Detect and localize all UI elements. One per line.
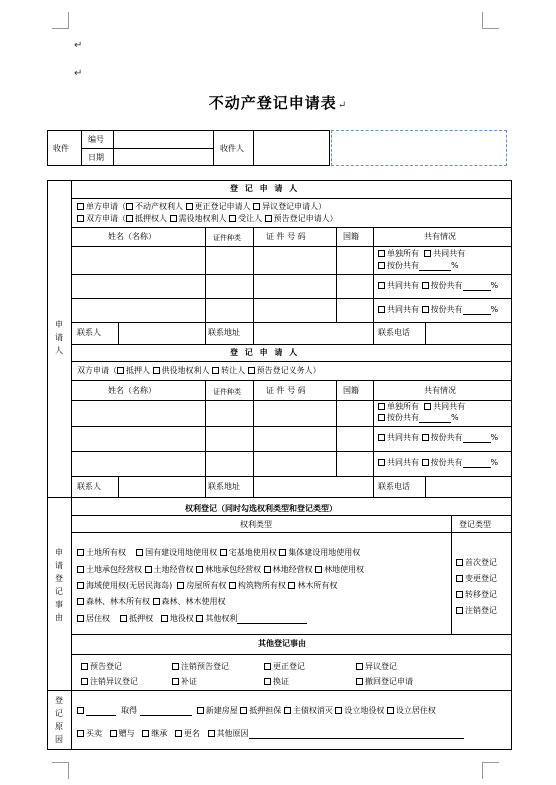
checkbox-joint-ownership[interactable]	[424, 250, 431, 257]
registration-type-label: 登记类型	[459, 520, 491, 529]
other-row-2: 注销异议登记	[81, 677, 138, 687]
checkbox-replace-certificate[interactable]	[264, 678, 271, 685]
single-apply-checkbox[interactable]	[77, 203, 84, 210]
checkbox-forest-contract-management[interactable]	[196, 566, 203, 573]
checkbox-share-ownership[interactable]	[422, 459, 429, 466]
share-percent-field[interactable]	[463, 459, 491, 468]
page-title: 不动产登记申请表↵	[208, 94, 348, 112]
checkbox-forest-tree-use[interactable]	[153, 598, 160, 605]
column-header-id-type: 证件种类	[213, 388, 241, 396]
column-header-nationality: 国籍	[343, 386, 359, 395]
checkbox-structure-ownership[interactable]	[229, 582, 236, 589]
receiver-field[interactable]	[254, 131, 329, 165]
checkbox-forest-land-use[interactable]	[315, 566, 322, 573]
contact-phone-label: 联系电话	[378, 328, 410, 337]
reg-type-first: 首次登记	[456, 558, 497, 568]
receiver-label: 收件人	[220, 144, 244, 153]
ownership-options: 单独所有 共同共有	[378, 402, 465, 412]
checkbox-land-management[interactable]	[145, 566, 152, 573]
crop-mark-bottom-right	[482, 762, 499, 779]
contact-phone-label: 联系电话	[378, 482, 410, 491]
checkbox-advance-registration-applicant[interactable]	[265, 215, 272, 222]
rights-row-3: 海域使用权(无居民海岛) 房屋所有权 构筑物所有权 林木所有权	[77, 581, 337, 591]
other-row-2: 补证	[172, 677, 197, 687]
column-header-id-type: 证件种类	[213, 234, 241, 242]
checkbox-first-registration[interactable]	[456, 559, 463, 566]
checkbox-servient-estate-holder[interactable]	[153, 367, 160, 374]
checkbox-principal-claim-extinguished[interactable]	[284, 707, 291, 714]
checkbox-other-reason[interactable]	[208, 730, 215, 737]
checkbox-joint-ownership[interactable]	[378, 282, 385, 289]
checkbox-collective-construction-land[interactable]	[279, 549, 286, 556]
contact-address-label: 联系地址	[208, 482, 240, 491]
rights-row-4: 森林、林木所有权 森林、林木使用权	[77, 597, 226, 607]
checkbox-establish-residence-right[interactable]	[387, 707, 394, 714]
share-percent-field[interactable]	[419, 262, 451, 271]
checkbox-mortgagor[interactable]	[117, 367, 124, 374]
checkbox-reissue-certificate[interactable]	[172, 678, 179, 685]
rights-row-2: 土地承包经营权 土地经营权 林地承包经营权 林地经营权 林地使用权	[77, 565, 364, 575]
checkbox-gift[interactable]	[110, 730, 117, 737]
paragraph-mark: ↵	[74, 68, 83, 79]
applicant2-header: 登 记 申 请 人	[230, 348, 300, 357]
checkbox-land-contract-management[interactable]	[77, 566, 84, 573]
reason-row-1: 取得 新建房屋 抵押担保 主债权消灭 设立地役权 设立居住权	[77, 706, 436, 716]
share-percent-field[interactable]	[419, 414, 451, 423]
matter-section-label: 申请登记事由	[55, 548, 63, 622]
checkbox-sole-ownership[interactable]	[378, 250, 385, 257]
other-rights-field[interactable]	[237, 615, 307, 624]
checkbox-forest-tree-ownership[interactable]	[77, 598, 84, 605]
checkbox-share-ownership[interactable]	[422, 282, 429, 289]
checkbox-joint-ownership[interactable]	[378, 434, 385, 441]
checkbox-tree-ownership[interactable]	[288, 582, 295, 589]
checkbox-other-rights[interactable]	[196, 615, 203, 622]
checkbox-sole-ownership[interactable]	[378, 403, 385, 410]
checkbox-share-ownership[interactable]	[422, 434, 429, 441]
column-header-nationality: 国籍	[343, 232, 359, 241]
checkbox-correction-applicant[interactable]	[186, 203, 193, 210]
column-header-id-number: 证 件 号 码	[266, 386, 306, 395]
rights-row-1: 土地所有权 国有建设用地使用权 宅基地使用权 集体建设用地使用权	[77, 548, 360, 558]
receipt-row-label: 收件	[53, 144, 69, 153]
checkbox-objection-applicant[interactable]	[253, 203, 260, 210]
checkbox-cancel-objection-registration[interactable]	[81, 678, 88, 685]
checkbox-new-house[interactable]	[197, 707, 204, 714]
ownership-options: 共同共有 按份共有 %	[378, 281, 498, 291]
other-row-2: 撤回登记申请	[356, 677, 413, 687]
applicant1-double-apply-row: 双方申请（ 抵押权人 需役地权利人 受让人 预告登记申请人）	[77, 214, 338, 224]
checkbox-objection-registration[interactable]	[356, 663, 363, 670]
checkbox-easement[interactable]	[161, 615, 168, 622]
rights-registration-header: 权利登记（同时勾选权利类型和登记类型）	[185, 504, 337, 513]
checkbox-mortgage-guarantee[interactable]	[240, 707, 247, 714]
ownership-options: 共同共有 按份共有 %	[378, 305, 498, 315]
column-header-id-number: 证 件 号 码	[266, 232, 306, 241]
checkbox-right-holder[interactable]	[126, 203, 133, 210]
crop-mark-top-right	[482, 12, 499, 29]
rights-row-5: 居住权 抵押权 地役权 其他权利	[77, 614, 307, 624]
reg-type-transfer: 转移登记	[456, 590, 497, 600]
obtain-object-field[interactable]	[140, 707, 192, 716]
crop-mark-top-left	[52, 12, 69, 29]
checkbox-sale[interactable]	[77, 730, 84, 737]
checkbox-state-construction-land[interactable]	[136, 549, 143, 556]
share-percent-field[interactable]	[463, 306, 491, 315]
other-row-1: 预告登记	[81, 662, 122, 672]
checkbox-inheritance[interactable]	[142, 730, 149, 737]
reg-type-change: 变更登记	[456, 574, 497, 584]
other-registration-header: 其他登记事由	[258, 639, 306, 648]
contact-person-label: 联系人	[77, 328, 101, 337]
ownership-options: 共同共有 按份共有 %	[378, 458, 498, 468]
ownership-share-option: 按份共有 %	[378, 261, 459, 271]
checkbox-house-ownership[interactable]	[177, 582, 184, 589]
checkbox-rename[interactable]	[175, 730, 182, 737]
rights-type-label: 权利类型	[240, 520, 272, 529]
checkbox-cancellation-registration[interactable]	[456, 607, 463, 614]
contact-person-label: 联系人	[77, 482, 101, 491]
selection-frame	[331, 130, 507, 166]
contact-address-label: 联系地址	[208, 328, 240, 337]
column-header-ownership: 共有情况	[424, 386, 456, 395]
checkbox-mortgagee[interactable]	[126, 215, 133, 222]
checkbox-mortgage-right[interactable]	[120, 615, 127, 622]
receipt-number-field[interactable]	[114, 131, 212, 147]
reason-section-label: 登记原因	[55, 696, 63, 744]
checkbox-joint-ownership[interactable]	[424, 403, 431, 410]
checkbox-transferor[interactable]	[212, 367, 219, 374]
checkbox-obtain[interactable]	[77, 707, 84, 714]
applicant2-double-apply-row: 双方申请（ 抵押人 供役地权利人 转让人 预告登记义务人）	[77, 366, 321, 375]
checkbox-joint-ownership[interactable]	[378, 459, 385, 466]
applicant1-single-apply-row: 单方申请（ 不动产权利人 更正登记申请人 异议登记申请人）	[77, 202, 326, 212]
receipt-date-field[interactable]	[114, 149, 212, 165]
receipt-date-label: 日期	[88, 153, 104, 162]
checkbox-transfer-registration[interactable]	[456, 591, 463, 598]
reg-type-cancel: 注销登记	[456, 606, 497, 616]
checkbox-change-registration[interactable]	[456, 575, 463, 582]
checkbox-forest-management[interactable]	[264, 566, 271, 573]
column-header-name: 姓名（名称）	[108, 386, 156, 395]
other-reason-field[interactable]	[249, 730, 464, 739]
checkbox-establish-easement[interactable]	[335, 707, 342, 714]
checkbox-share-ownership[interactable]	[378, 262, 385, 269]
ownership-share-option: 按份共有 %	[378, 413, 459, 423]
checkbox-dominant-estate-holder[interactable]	[170, 215, 177, 222]
receipt-number-label: 编号	[88, 135, 104, 144]
checkbox-sea-area-use[interactable]	[77, 582, 84, 589]
checkbox-share-ownership[interactable]	[422, 306, 429, 313]
checkbox-residence-right[interactable]	[77, 615, 84, 622]
obtain-method-field[interactable]	[86, 707, 116, 716]
share-percent-field[interactable]	[463, 282, 491, 291]
paragraph-mark: ↵	[74, 40, 83, 51]
applicant-section-label: 申请人	[55, 320, 63, 355]
reason-row-2: 买卖 赠与 继承 更名 其他原因	[77, 729, 464, 739]
checkbox-correction-registration[interactable]	[264, 663, 271, 670]
checkbox-advance-registration-obligor[interactable]	[248, 367, 255, 374]
column-header-name: 姓名（名称）	[108, 232, 156, 241]
other-row-1: 更正登记	[264, 662, 305, 672]
other-row-1: 注销预告登记	[172, 662, 229, 672]
crop-mark-bottom-left	[52, 762, 69, 779]
share-percent-field[interactable]	[463, 434, 491, 443]
checkbox-transferee[interactable]	[229, 215, 236, 222]
other-row-1: 异议登记	[356, 662, 397, 672]
checkbox-cancel-advance-registration[interactable]	[172, 663, 179, 670]
column-header-ownership: 共有情况	[424, 232, 456, 241]
double-apply-checkbox[interactable]	[77, 215, 84, 222]
ownership-options: 共同共有 按份共有 %	[378, 433, 498, 443]
other-row-2: 换证	[264, 677, 289, 687]
applicant1-header: 登 记 申 请 人	[230, 184, 300, 193]
checkbox-homestead-use[interactable]	[220, 549, 227, 556]
checkbox-advance-registration[interactable]	[81, 663, 88, 670]
ownership-options: 单独所有 共同共有	[378, 249, 465, 259]
checkbox-land-ownership[interactable]	[77, 549, 84, 556]
checkbox-withdraw-application[interactable]	[356, 678, 363, 685]
checkbox-share-ownership[interactable]	[378, 414, 385, 421]
checkbox-joint-ownership[interactable]	[378, 306, 385, 313]
